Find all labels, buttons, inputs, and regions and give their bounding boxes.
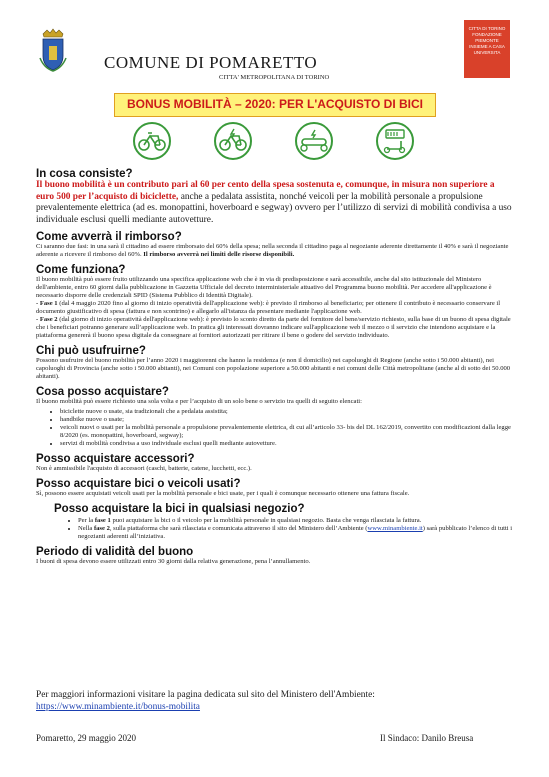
section-text: Possono usufruire del buono mobilità per l’anno 2020 i maggiorenni che hanno la residenza (e non il domicilio) nei capoluoghi di Regione (anche sotto i 50.000 abitanti), nei capoluoghi di Provincia (anche sotto i 50.000 abitanti), nei Comuni con popolazione superiore a 50.000 abitanti e nei comuni delle Città metropolitane (anche al di sotto dei 50.000 abitanti). [36, 357, 511, 381]
document-body [36, 168, 514, 571]
section-in-cosa-consiste [36, 168, 514, 226]
section-validita [36, 546, 514, 566]
list-item: • biciclette nuove o usate, sia tradizionali che a pedalata assistita; [60, 408, 514, 416]
body-text: puoi acquistare la bici o il veicolo per la mobilità personale in qualsiasi negozio. Basta che venga rilasciata la fattura. [110, 517, 422, 525]
bonus-banner-title: BONUS MOBILITÀ – 2020: PER L'ACQUISTO DI BICI [114, 93, 436, 117]
bicycle-icon [132, 121, 172, 161]
body-text: Nella [78, 525, 94, 533]
list-item [78, 525, 514, 541]
minambiente-link[interactable]: www.minambiente.it [367, 525, 423, 533]
shop-list [54, 517, 514, 541]
section-rimborso [36, 231, 514, 259]
municipality-name: COMUNE DI POMARETTO [104, 53, 318, 72]
body-text: , sulla piattaforma che sarà rilasciata e comunicata attraverso il sito del Ministero dell’Ambiente ( [109, 525, 368, 533]
list-item: • veicoli nuovi o usati per la mobilità personale a propulsione prevalentemente elettrica, di cui all’articolo 33- bis del DL 162/2019, convertito con modificazioni dalla legge 8/2020 (es. monopattini, hoverboard, segway); [60, 424, 514, 440]
list-item: • handbike nuove o usate; [60, 416, 514, 424]
more-info [36, 689, 516, 713]
body-text: Per la [78, 517, 95, 525]
section-text: I buoni di spesa devono essere utilizzati entro 30 giorni dalla relativa generazione, pena l’annullamento. [36, 558, 311, 566]
badge-line: INSIEME A CASA [469, 44, 505, 49]
section-title: Chi può usufruirne? [36, 345, 146, 358]
section-title: Come funziona? [36, 264, 126, 277]
section-text [36, 180, 514, 226]
vehicle-icons-row [110, 121, 440, 161]
body-text: ) sarà pubblicato l’elenco di tutti i negozianti aderenti all’iniziativa. [78, 525, 513, 541]
badge-line: UNIVERSITA [473, 50, 501, 55]
list-item: • servizi di mobilità condivisa a uso individuale esclusi quelli mediante autovetture. [60, 440, 514, 448]
section-usati [36, 478, 514, 498]
document-date: Pomaretto, 29 maggio 2020 [36, 733, 136, 743]
bold-text: fase 2 [93, 525, 110, 533]
section-title: Posso acquistare bici o veicoli usati? [36, 478, 241, 491]
body-text: anche a pedalata assistita, nonché veicoli per la mobilità personale a propulsione prevalentemente elettrica (ad es. monopattini, hoverboard e segway) ovvero per l’utilizzo di servizi di mobilità condivisa a uso individuale esclusi quelli mediante autovetture. [36, 191, 512, 225]
section-come-funziona [36, 264, 514, 340]
body-text: (dal 4 maggio 2020 fino al giorno di inizio operatività dell'applicazione web): è previsto il rimborso al beneficiario; per ottenere il contributo è necessario conservare il documento giustificativo di spesa (fattura e non scontrino) e allegarlo all'istanza da presentare mediante l'applicazione web. [36, 300, 501, 316]
body-text: Ci saranno due fasi: in una sarà il cittadino ad essere rimborsato del 60% della spesa; nella seconda il cittadino paga al negoziante aderente direttamente il 40% e sarà il negoziante aderente a ricevere il rimborso del 60%. [36, 243, 509, 259]
section-title: Posso acquistare accessori? [36, 453, 195, 466]
phase-label: - Fase 1 [36, 300, 58, 308]
e-bike-icon [213, 121, 253, 161]
section-text: Il buono mobilità può essere fruito utilizzando una specifica applicazione web che è in via di predisposizione e sarà accessibile, anche dal sito istituzionale del Ministero dell'ambiente, entro 60 giorni dalla pubblicazione in Gazzetta Ufficiale del decreto interministeriale attuativo del Programma buono mobilità. Per accedere all'applicazione è necessario disporre delle credenziali SPID (Sistema Pubblico di Identità Digitale). [36, 276, 492, 300]
section-title: Periodo di validità del buono [36, 546, 194, 559]
purchasable-list [36, 408, 514, 448]
section-title: Cosa posso acquistare? [36, 386, 169, 399]
phase-2-text [36, 316, 514, 340]
phase-label: - Fase 2 [36, 316, 58, 324]
metropolitan-city: CITTA' METROPOLITANA DI TORINO [219, 74, 330, 81]
section-text: Sì, possono essere acquistati veicoli usati per la mobilità personale e bici usate, per i quali è comunque necessario ottenere una fattura fiscale. [36, 490, 410, 498]
section-usufruirne [36, 345, 514, 381]
badge-line: FONDAZIONE [472, 32, 502, 37]
section-accessori [36, 453, 514, 473]
bold-text: fase 1 [94, 517, 111, 525]
section-title: Come avverrà il rimborso? [36, 231, 182, 244]
bold-text: Il rimborso avverrà nei limiti delle risorse disponibili. [143, 251, 295, 259]
highlight-text: Il buono mobilità è un contributo pari al 60 per cento della spesa sostenuta e, comunque, in misura non superiore a euro 500 per l’acquisto di biciclette, [36, 180, 495, 202]
section-cosa-acquistare [36, 386, 514, 448]
section-text: Non è ammissibile l'acquisto di accessori (caschi, batterie, catene, lucchetti, ecc.). [36, 465, 252, 473]
battery-scooter-icon [375, 121, 415, 161]
bonus-mobilita-link[interactable]: https://www.minambiente.it/bonus-mobilita [36, 702, 200, 712]
coat-of-arms-icon [38, 28, 68, 72]
body-text: (dal giorno di inizio operatività dell'applicazione web): è previsto lo sconto diretto da parte del fornitore del bene/servizio richiesto, sulla base di un buono di spesa digitale che i beneficiari potranno generare sull’applicazione web. In pratica gli interessati dovranno indicare sull'applicazione web il mezzo o il servizio che intendono acquistare e la piattaforma genererà il buono spesa digitale da consegnare ai fornitori autorizzati per ritirare il bene o godere del servizio individuato. [36, 316, 511, 340]
badge-line: CITTA DI TORINO [468, 26, 506, 31]
mayor-signature: Il Sindaco: Danilo Breusa [380, 733, 474, 743]
section-text [36, 243, 514, 259]
section-text: Il buono mobilità può essere richiesto una sola volta e per l’acquisto di un solo bene o servizio tra quelli di seguito elencati: [36, 398, 362, 406]
section-negozio [54, 503, 514, 541]
phase-1-text [36, 300, 514, 316]
section-title: Posso acquistare la bici in qualsiasi negozio? [54, 503, 305, 516]
badge-line: PIEMONTE [475, 38, 499, 43]
more-info-text: Per maggiori informazioni visitare la pagina dedicata sul sito del Ministero dell'Ambiente: [36, 690, 375, 700]
hoverboard-icon [294, 121, 334, 161]
partner-badge [464, 20, 510, 78]
section-title: In cosa consiste? [36, 168, 133, 180]
list-item [78, 517, 514, 525]
